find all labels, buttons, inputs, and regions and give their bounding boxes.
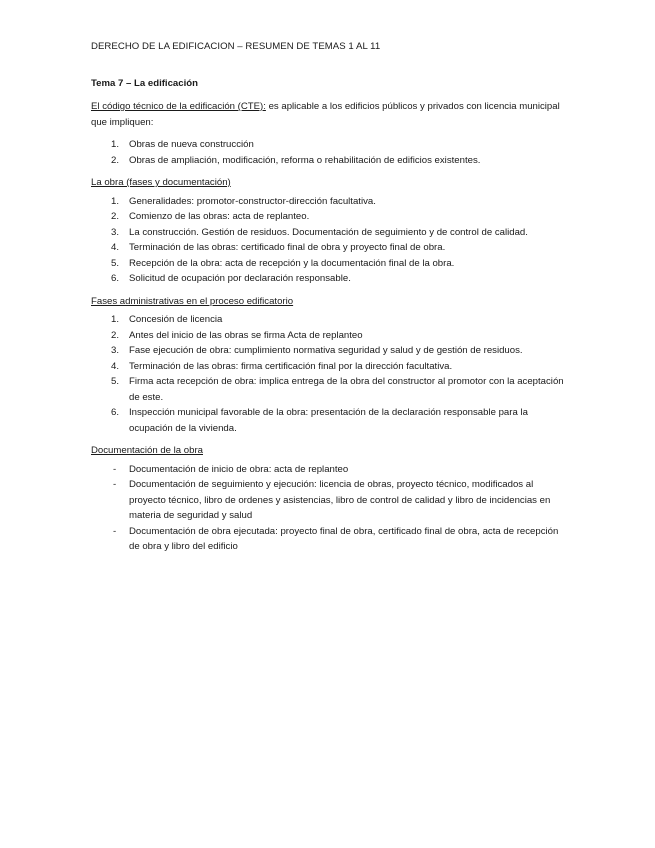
list-text: Obras de nueva construcción [129,139,254,150]
list-number: 2. [111,154,120,166]
list-dash: - [113,463,117,475]
list-number: 1. [111,314,120,325]
list-item [91,209,571,225]
list-number: 1. [111,139,120,150]
intro-text: es aplicable a los edificios públicos y privados con licencia municipal que impliquen: [91,101,560,128]
list-number: 2. [111,329,120,341]
document-page [91,39,571,562]
list-dash: - [113,479,117,490]
list-item [91,153,571,169]
list-number: 3. [111,226,120,238]
list-text: Documentación de inicio de obra: acta de replanteo [129,463,349,475]
list-item [91,524,571,555]
list-item [91,374,571,405]
list-item [91,359,571,375]
list-item [91,343,571,359]
section-heading-documentacion: Documentación de la obra [91,445,203,456]
list-text: Fase ejecución de obra: cumplimiento normativa seguridad y salud y de gestión de residuos. [129,345,523,356]
list-number: 6. [111,273,120,284]
intro-underlined: El código técnico de la edificación (CTE): [91,101,266,112]
list-text: Firma acta recepción de obra: implica entrega de la obra del constructor al promotor con la aceptación de este. [129,376,564,403]
list-number: 6. [111,407,120,418]
section-heading-la-obra: La obra (fases y documentación) [91,177,231,188]
list-item [91,328,571,344]
list-number: 5. [111,376,120,387]
section-heading-fases-administrativas: Fases administrativas en el proceso edificatorio [91,295,294,307]
list-text: Terminación de las obras: certificado final de obra y proyecto final de obra. [129,242,446,253]
list-item [91,477,571,524]
list-text: Documentación de seguimiento y ejecución: licencia de obras, proyecto técnico, modificados al proyecto técnico, libro de ordenes y asistencias, libro de control de calidad y libro de incidencias en materia de seguridad y salud [129,479,551,521]
list-item [91,137,571,153]
list-number: 4. [111,360,120,372]
list-item [91,462,571,478]
list-item [91,312,571,328]
list-text: Generalidades: promotor-constructor-dirección facultativa. [129,195,376,207]
list-text: La construcción. Gestión de residuos. Documentación de seguimiento y de control de calidad. [129,226,528,238]
list-text: Comienzo de las obras: acta de replanteo. [129,211,310,222]
list-text: Inspección municipal favorable de la obra: presentación de la declaración responsable para la ocupación de la vivienda. [129,407,528,434]
list-number: 1. [111,195,120,207]
document-header: DERECHO DE LA EDIFICACION – RESUMEN DE TEMAS 1 AL 11 [91,41,381,52]
list-number: 3. [111,345,120,356]
page-title: Tema 7 – La edificación [91,77,198,89]
intro-paragraph [91,99,571,130]
list-text: Concesión de licencia [129,314,223,325]
list-text: Obras de ampliación, modificación, reforma o rehabilitación de edificios existentes. [129,154,481,166]
list-item [91,271,571,287]
list-text: Recepción de la obra: acta de recepción y la documentación final de la obra. [129,257,455,269]
list-item [91,256,571,272]
list-number: 4. [111,242,120,253]
list-fases-administrativas [91,312,571,436]
list-text: Documentación de obra ejecutada: proyecto final de obra, certificado final de obra, acta de recepción de obra y libro del edificio [129,525,559,552]
list-item [91,240,571,256]
list-dash: - [113,525,117,537]
list-item [91,225,571,241]
list-text: Antes del inicio de las obras se firma Acta de replanteo [129,329,363,341]
list-item [91,194,571,210]
list-item [91,405,571,436]
list-obras [91,137,571,168]
list-text: Solicitud de ocupación por declaración responsable. [129,273,351,284]
list-documentacion [91,462,571,555]
list-number: 5. [111,257,120,269]
list-number: 2. [111,211,120,222]
list-la-obra [91,194,571,287]
list-text: Terminación de las obras: firma certificación final por la dirección facultativa. [129,360,453,372]
